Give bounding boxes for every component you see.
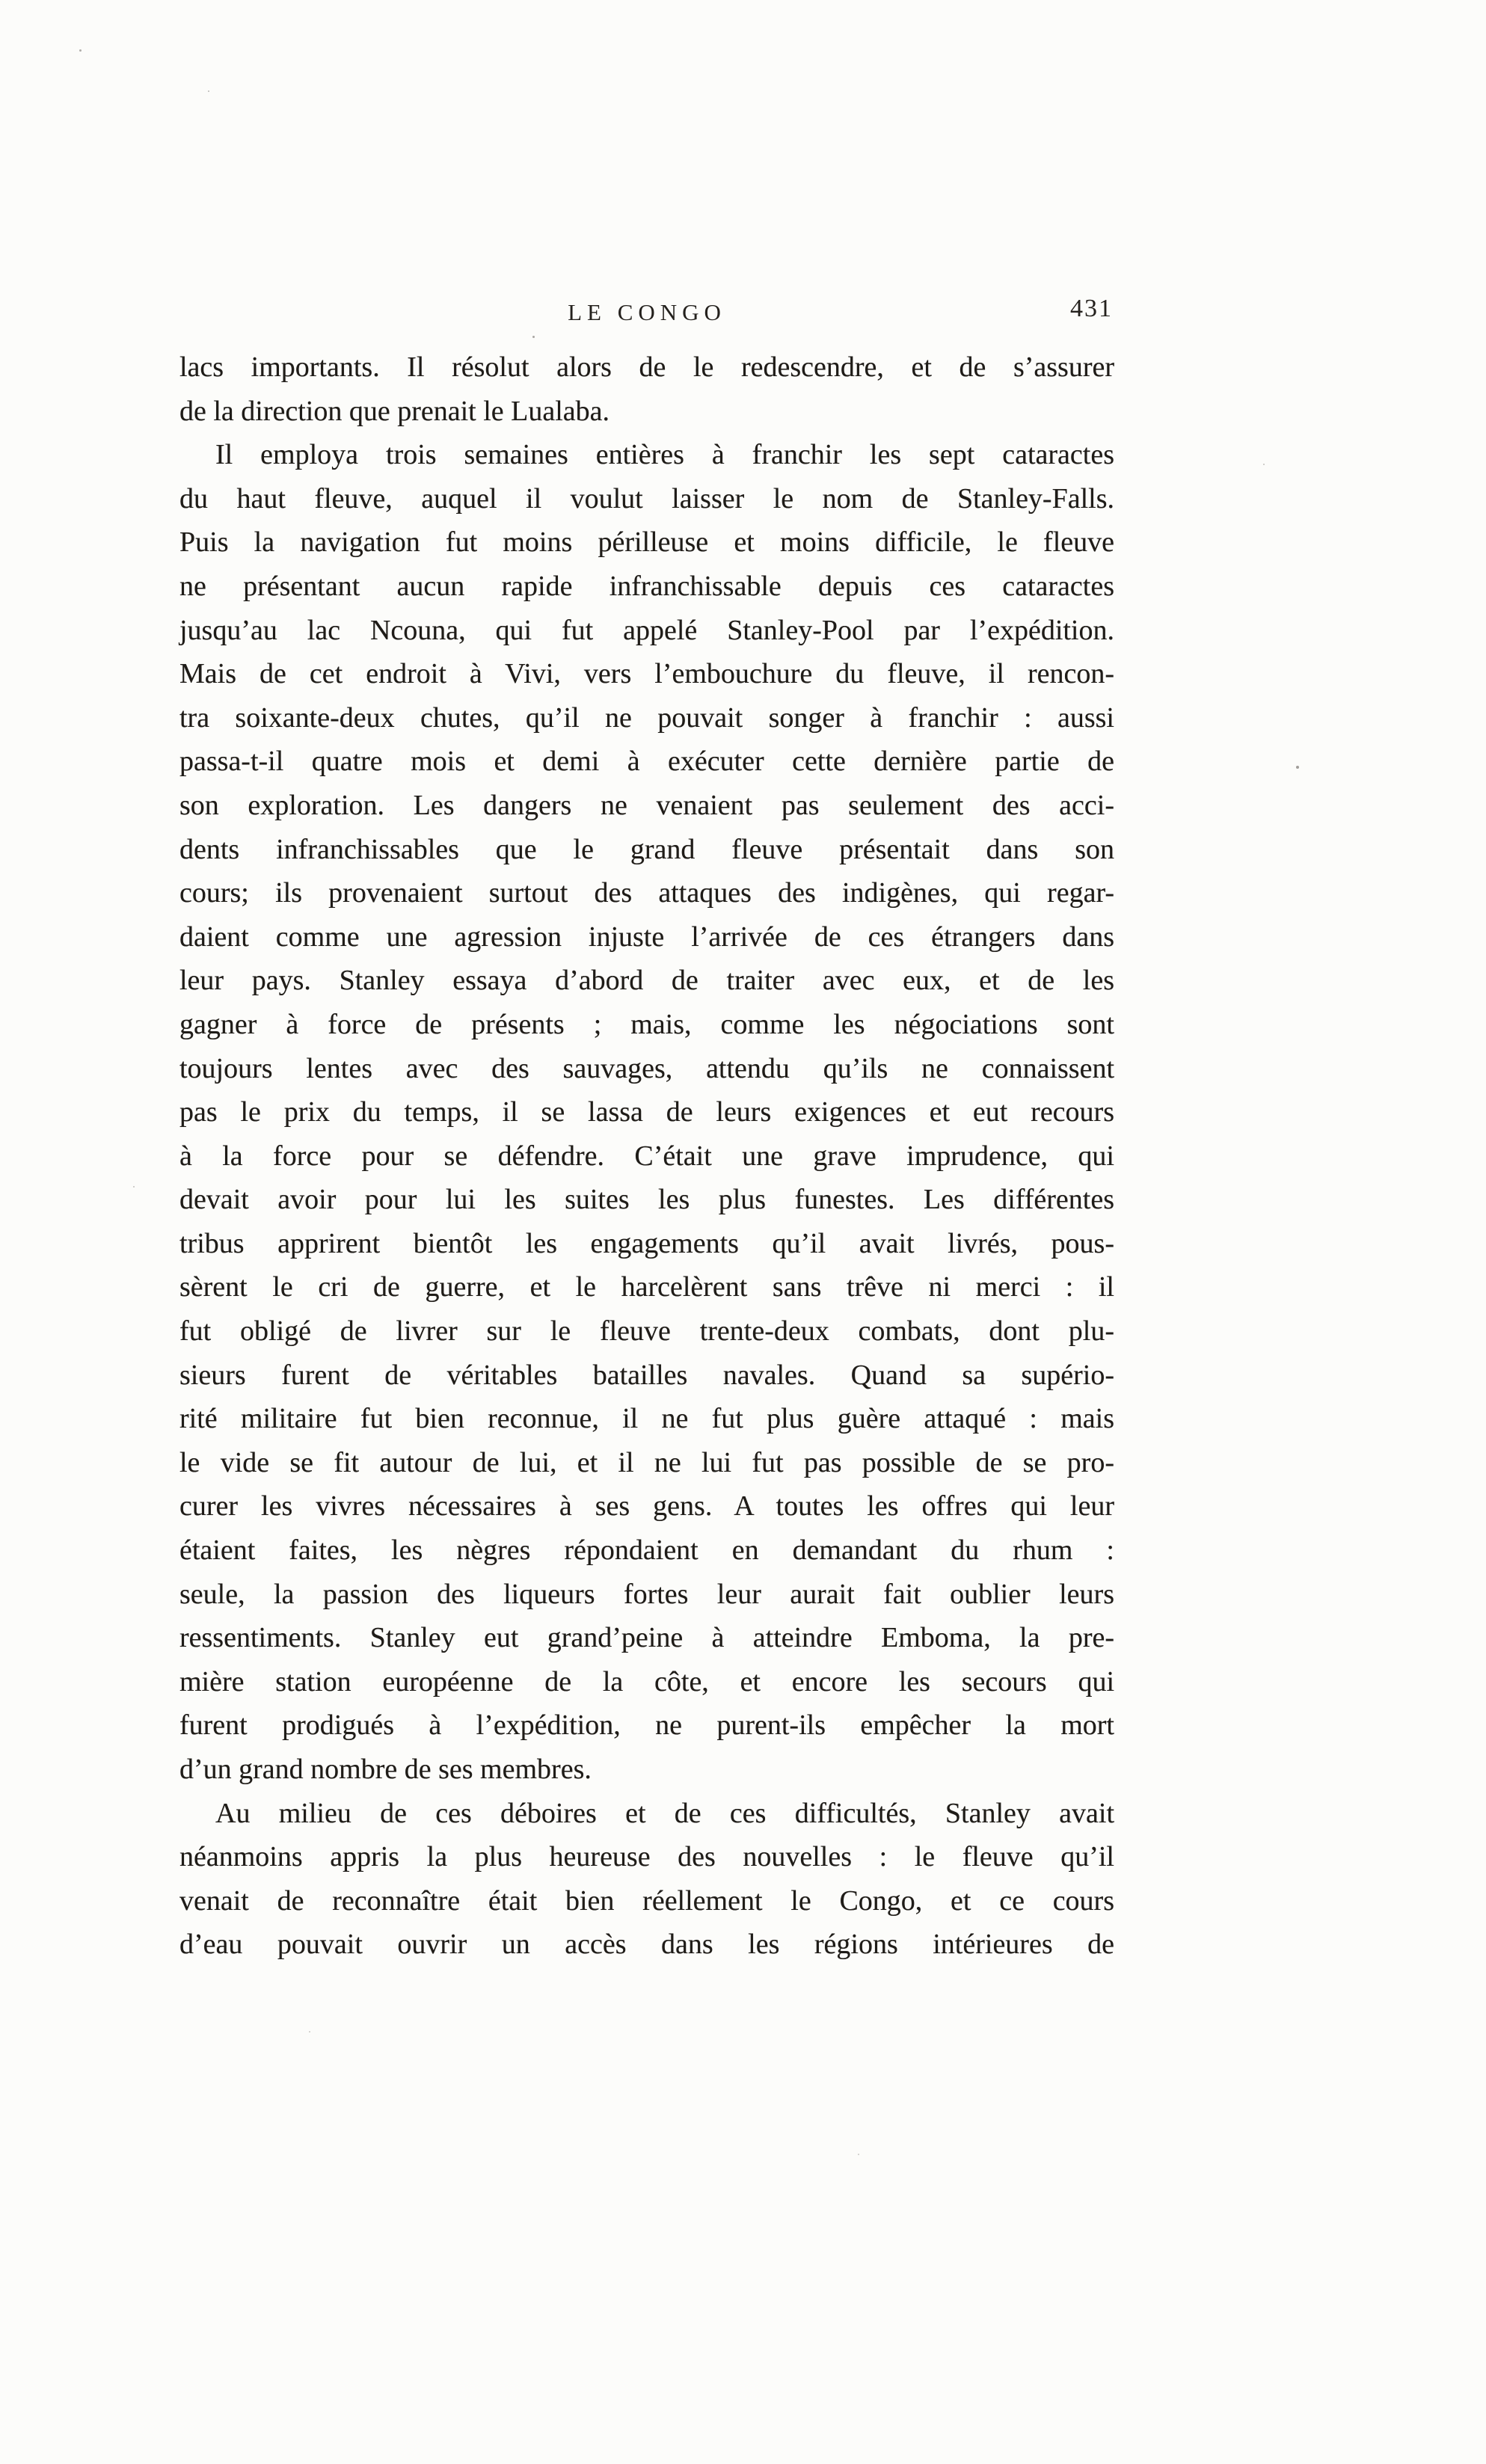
text-line: néanmoins appris la plus heureuse des nouvelles : le fleuve qu’il (179, 1841, 1114, 1873)
text-line: leur pays. Stanley essaya d’abord de traiter avec eux, et de les (179, 965, 1114, 997)
text-line: tribus apprirent bientôt les engagements qu’il avait livrés, pous- (179, 1227, 1114, 1259)
text-line: Puis la navigation fut moins périlleuse et moins difficile, le fleuve (179, 526, 1114, 559)
running-header (179, 295, 1114, 334)
text-line: le vide se fit autour de lui, et il ne lui fut pas possible de se pro- (179, 1446, 1114, 1478)
text-line: pas le prix du temps, il se lassa de leurs exigences et eut recours (179, 1096, 1114, 1128)
text-line: lacs importants. Il résolut alors de le redescendre, et de s’assurer (179, 351, 1114, 383)
scan-speck (133, 1186, 135, 1188)
text-line: son exploration. Les dangers ne venaient pas seulement des acci- (179, 789, 1114, 821)
text-line: d’eau pouvait ouvrir un accès dans les régions intérieures de (179, 1929, 1114, 1961)
text-line: seule, la passion des liqueurs fortes leur aurait fait oublier leurs (179, 1578, 1114, 1610)
scan-speck (858, 2154, 859, 2155)
text-line: toujours lentes avec des sauvages, attendu qu’ils ne connaissent (179, 1052, 1114, 1084)
text-line: passa-t-il quatre mois et demi à exécuter cette dernière partie de (179, 746, 1114, 778)
text-line: jusqu’au lac Ncouna, qui fut appelé Stanley-Pool par l’expédition. (179, 614, 1114, 646)
scan-speck (1263, 464, 1265, 465)
paragraph-3 (179, 1792, 1114, 1967)
page-title: LE CONGO (568, 299, 726, 325)
text-line: devait avoir pour lui les suites les plus funestes. Les différentes (179, 1184, 1114, 1216)
scan-speck (208, 90, 209, 92)
text-line: étaient faites, les nègres répondaient en demandant du rhum : (179, 1534, 1114, 1567)
text-line: dents infranchissables que le grand fleuve présentait dans son (179, 833, 1114, 865)
text-line: Au milieu de ces déboires et de ces difficultés, Stanley avait (215, 1797, 1114, 1829)
scan-speck (79, 49, 82, 52)
text-line: fut obligé de livrer sur le fleuve trente-deux combats, dont plu- (179, 1315, 1114, 1348)
scan-speck (1296, 766, 1299, 769)
paragraph-1 (179, 345, 1114, 433)
text-line: venait de reconnaître était bien réellement le Congo, et ce cours (179, 1884, 1114, 1917)
text-line: d’un grand nombre de ses membres. (179, 1754, 592, 1785)
text-line: ressentiments. Stanley eut grand’peine à atteindre Emboma, la pre- (179, 1622, 1114, 1654)
text-line: ne présentant aucun rapide infranchissable depuis ces cataractes (179, 570, 1114, 602)
scan-speck (309, 2031, 310, 2033)
text-line: tra soixante-deux chutes, qu’il ne pouvait songer à franchir : aussi (179, 701, 1114, 734)
body-text (179, 345, 1114, 1967)
text-line: furent prodigués à l’expédition, ne purent-ils empêcher la mort (179, 1709, 1114, 1742)
text-line: sèrent le cri de guerre, et le harcelèrent sans trêve ni merci : il (179, 1271, 1114, 1303)
text-line: rité militaire fut bien reconnue, il ne fut plus guère attaqué : mais (179, 1403, 1114, 1435)
text-line: à la force pour se défendre. C’était une grave imprudence, qui (179, 1140, 1114, 1172)
text-line: de la direction que prenait le Lualaba. (179, 395, 610, 427)
scan-speck (532, 336, 535, 338)
text-line: sieurs furent de véritables batailles navales. Quand sa supério- (179, 1359, 1114, 1391)
text-line: cours; ils provenaient surtout des attaques des indigènes, qui regar- (179, 877, 1114, 909)
text-line: Il employa trois semaines entières à franchir les sept cataractes (215, 439, 1114, 471)
page-number: 431 (1070, 295, 1113, 322)
text-line: du haut fleuve, auquel il voulut laisser le nom de Stanley-Falls. (179, 482, 1114, 514)
text-line: daient comme une agression injuste l’arrivée de ces étrangers dans (179, 921, 1114, 953)
text-line: curer les vivres nécessaires à ses gens. A toutes les offres qui leur (179, 1490, 1114, 1523)
text-line: Mais de cet endroit à Vivi, vers l’embouchure du fleuve, il rencon- (179, 658, 1114, 690)
paragraph-2 (179, 433, 1114, 1791)
text-line: mière station européenne de la côte, et encore les secours qui (179, 1665, 1114, 1698)
text-line: gagner à force de présents ; mais, comme les négociations sont (179, 1008, 1114, 1040)
